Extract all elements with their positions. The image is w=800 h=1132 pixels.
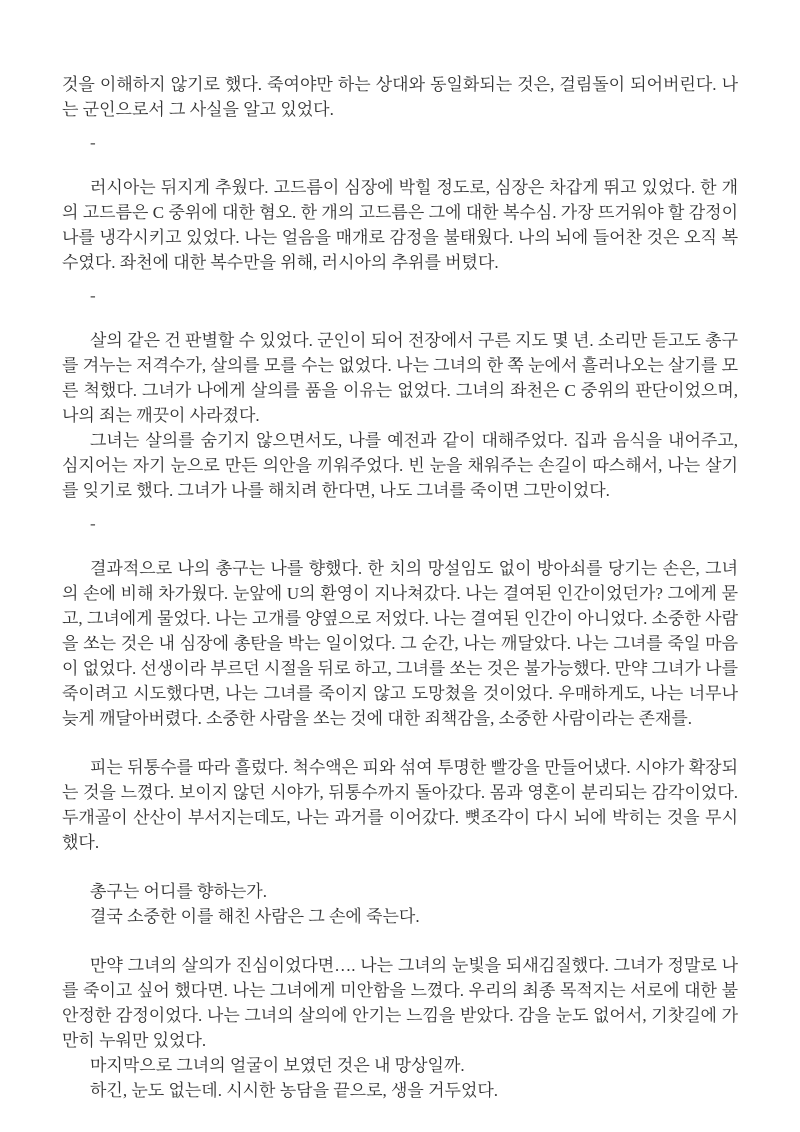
paragraph: 살의 같은 건 판별할 수 있었다. 군인이 되어 전장에서 구른 지도 몇 년. 소리만 듣고도 총구를 겨누는 저격수가, 살의를 모를 수는 없었다. 나는 그녀의 한 쪽 눈에서 흘러나오는 살기를 모른 척했다. 그녀가 나에게 살의를 품을 이유는 없었다. 그녀의 좌천은 C 중위의 판단이었으며, 나의 죄는 깨끗이 사라졌다. [62,331,738,425]
paragraph: 그녀는 살의를 숨기지 않으면서도, 나를 예전과 같이 대해주었다. 집과 음식을 내어주고, 심지어는 자기 눈으로 만든 의안을 끼워주었다. 빈 눈을 채워주는 손길이 따스해서, 나는 살기를 잊기로 했다. 그녀가 나를 해치려 한다면, 나도 그녀를 죽이면 그만이었다. [62,431,738,500]
paragraph: 결국 소중한 이를 해친 사람은 그 손에 죽는다. [90,907,420,926]
section-divider: - [90,514,96,533]
paragraph: 것을 이해하지 않기로 했다. 죽여야만 하는 상대와 동일화되는 것은, 걸림돌이 되어버린다. 나는 군인으로서 그 사실을 알고 있었다. [62,75,738,119]
paragraph: 총구는 어디를 향하는가. [90,882,267,901]
paragraph: 마지막으로 그녀의 얼굴이 보였던 것은 내 망상일까. [90,1056,465,1075]
paragraph: 만약 그녀의 살의가 진심이었다면…. 나는 그녀의 눈빛을 되새김질했다. 그녀가 정말로 나를 죽이고 싶어 했다면. 나는 그녀에게 미안함을 느꼈다. 우리의 최종 목적지는 서로에 대한 불안정한 감정이었다. 나는 그녀의 살의에 안기는 느낌을 받았다. 감을 눈도 없어서, 기찻길에 가만히 누워만 있었다. [62,956,738,1050]
paragraph: 하긴, 눈도 없는데. 시시한 농담을 끝으로, 생을 거두었다. [90,1081,499,1100]
paragraph: 러시아는 뒤지게 추웠다. 고드름이 심장에 박힐 정도로, 심장은 차갑게 뛰고 있었다. 한 개의 고드름은 C 중위에 대한 혐오. 한 개의 고드름은 그에 대한 복수심. 가장 뜨거워야 할 감정이 나를 냉각시키고 있었다. 나는 얼음을 매개로 감정을 불태웠다. 나의 뇌에 들어찬 것은 오직 복수였다. 좌천에 대한 복수만을 위해, 러시아의 추위를 버텼다. [62,178,738,272]
section-divider: - [90,133,96,152]
paragraph: 결과적으로 나의 총구는 나를 향했다. 한 치의 망설임도 없이 방아쇠를 당기는 손은, 그녀의 손에 비해 차가웠다. 눈앞에 U의 환영이 지나쳐갔다. 나는 결여된 인간이었던가? 그에게 묻고, 그녀에게 물었다. 나는 고개를 양옆으로 저었다. 나는 결여된 인간이 아니었다. 소중한 사람을 쏘는 것은 내 심장에 총탄을 박는 일이었다. 그 순간, 나는 깨달았다. 나는 그녀를 죽일 마음이 없었다. 선생이라 부르던 시절을 뒤로 하고, 그녀를 쏘는 것은 불가능했다. 만약 그녀가 나를 죽이려고 시도했다면, 나는 그녀를 죽이지 않고 도망쳤을 것이었다. 우매하게도, 나는 너무나 늦게 깨달아버렸다. 소중한 사람을 쏘는 것에 대한 죄책감을, 소중한 사람이라는 존재를. [62,559,738,728]
section-divider: - [90,286,96,305]
paragraph: 피는 뒤통수를 따라 흘렀다. 척수액은 피와 섞여 투명한 빨강을 만들어냈다. 시야가 확장되는 것을 느꼈다. 보이지 않던 시야가, 뒤통수까지 돌아갔다. 몸과 영혼이 분리되는 감각이었다. 두개골이 산산이 부서지는데도, 나는 과거를 이어갔다. 뼛조각이 다시 뇌에 박히는 것을 무시했다. [62,758,738,852]
